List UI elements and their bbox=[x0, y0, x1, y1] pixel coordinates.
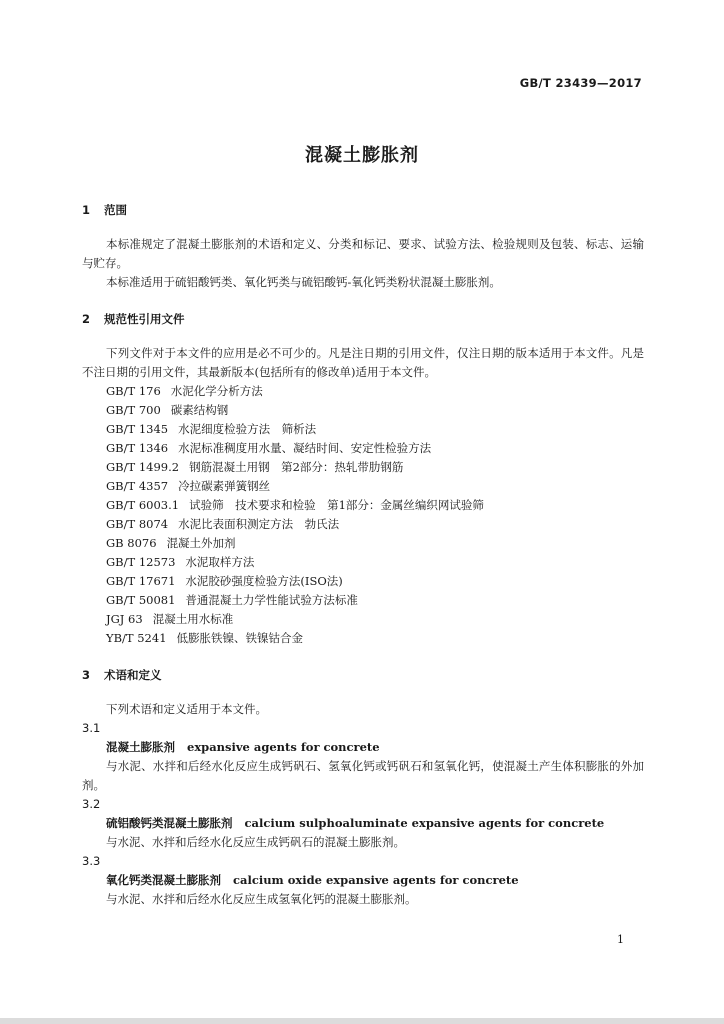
section-1-paragraph: 本标准规定了混凝土膨胀剂的术语和定义、分类和标记、要求、试验方法、检验规则及包装、标志、运输与贮存。 bbox=[82, 237, 644, 270]
standard-id: GB/T 23439—2017 bbox=[519, 76, 642, 90]
term-entry bbox=[82, 852, 644, 909]
section-1-number: 1 bbox=[82, 203, 91, 217]
reference-code: YB/T 5241 bbox=[106, 631, 167, 645]
term-number: 3.2 bbox=[82, 797, 101, 811]
reference-code: GB/T 700 bbox=[106, 403, 161, 417]
reference-code: GB/T 12573 bbox=[106, 555, 176, 569]
reference-title: 碳素结构钢 bbox=[170, 403, 229, 417]
reference-list bbox=[82, 382, 644, 648]
reference-code: GB/T 50081 bbox=[106, 593, 176, 607]
reference-code: GB/T 4357 bbox=[106, 479, 169, 493]
term-heading bbox=[82, 871, 644, 890]
term-english: expansive agents for concrete bbox=[187, 740, 380, 754]
term-number: 3.1 bbox=[82, 721, 101, 735]
section-3-title: 术语和定义 bbox=[104, 668, 162, 682]
term-chinese: 硫铝酸钙类混凝土膨胀剂 bbox=[106, 816, 233, 830]
term-chinese: 混凝土膨胀剂 bbox=[106, 740, 175, 754]
reference-item bbox=[82, 496, 644, 515]
term-heading bbox=[82, 738, 644, 757]
reference-title: 低膨胀铁镍、铁镍钴合金 bbox=[176, 631, 304, 645]
section-3-heading bbox=[82, 666, 644, 684]
section-3-intro: 下列术语和定义适用于本文件。 bbox=[106, 702, 267, 716]
term-english: calcium oxide expansive agents for concrete bbox=[233, 873, 519, 887]
reference-title: 水泥比表面积测定方法 勃氏法 bbox=[178, 517, 340, 531]
reference-title: 水泥化学分析方法 bbox=[170, 384, 263, 398]
term-entry bbox=[82, 719, 644, 795]
document-body bbox=[82, 201, 644, 909]
section-1-paragraph: 本标准适用于硫铝酸钙类、氧化钙类与硫铝酸钙-氧化钙类粉状混凝土膨胀剂。 bbox=[106, 275, 501, 289]
reference-item bbox=[82, 572, 644, 591]
reference-title: 冷拉碳素弹簧钢丝 bbox=[178, 479, 271, 493]
reference-item bbox=[82, 553, 644, 572]
reference-title: 钢筋混凝土用钢 第2部分：热轧带肋钢筋 bbox=[189, 460, 404, 474]
page-bottom-edge bbox=[0, 1018, 724, 1024]
reference-item bbox=[82, 515, 644, 534]
section-2-heading bbox=[82, 310, 644, 328]
page-number: 1 bbox=[617, 933, 624, 946]
reference-item bbox=[82, 458, 644, 477]
reference-title: 试验筛 技术要求和检验 第1部分：金属丝编织网试验筛 bbox=[189, 498, 484, 512]
section-3-number: 3 bbox=[82, 668, 91, 682]
reference-title: 水泥胶砂强度检验方法(ISO法) bbox=[185, 574, 343, 588]
reference-title: 水泥取样方法 bbox=[185, 555, 255, 569]
term-number: 3.3 bbox=[82, 854, 101, 868]
reference-item bbox=[82, 382, 644, 401]
reference-title: 普通混凝土力学性能试验方法标准 bbox=[185, 593, 358, 607]
reference-code: GB/T 176 bbox=[106, 384, 161, 398]
reference-item bbox=[82, 420, 644, 439]
section-1-title: 范围 bbox=[104, 203, 127, 217]
reference-item bbox=[82, 401, 644, 420]
reference-item bbox=[82, 439, 644, 458]
reference-code: GB 8076 bbox=[106, 536, 157, 550]
term-definition: 与水泥、水拌和后经水化反应生成钙矾石的混凝土膨胀剂。 bbox=[106, 835, 405, 849]
reference-code: GB/T 1346 bbox=[106, 441, 169, 455]
reference-code: GB/T 1345 bbox=[106, 422, 169, 436]
reference-item bbox=[82, 534, 644, 553]
reference-item bbox=[82, 610, 644, 629]
section-2-intro: 下列文件对于本文件的应用是必不可少的。凡是注日期的引用文件，仅注日期的版本适用于本文件。凡是不注日期的引用文件，其最新版本(包括所有的修改单)适用于本文件。 bbox=[82, 346, 644, 379]
term-heading bbox=[82, 814, 644, 833]
document-title: 混凝土膨胀剂 bbox=[305, 145, 419, 166]
reference-title: 水泥标准稠度用水量、凝结时间、安定性检验方法 bbox=[178, 441, 432, 455]
term-definition: 与水泥、水拌和后经水化反应生成钙矾石、氢氧化钙或钙矾石和氢氧化钙，使混凝土产生体积膨胀的外加剂。 bbox=[82, 759, 644, 792]
section-2-number: 2 bbox=[82, 312, 91, 326]
reference-code: GB/T 6003.1 bbox=[106, 498, 180, 512]
reference-code: GB/T 8074 bbox=[106, 517, 169, 531]
reference-code: JGJ 63 bbox=[106, 612, 143, 626]
reference-title: 混凝土外加剂 bbox=[166, 536, 236, 550]
term-english: calcium sulphoaluminate expansive agents for concrete bbox=[244, 816, 605, 830]
reference-title: 水泥细度检验方法 筛析法 bbox=[178, 422, 317, 436]
section-1-heading bbox=[82, 201, 644, 219]
reference-item bbox=[82, 629, 644, 648]
reference-code: GB/T 17671 bbox=[106, 574, 176, 588]
reference-code: GB/T 1499.2 bbox=[106, 460, 180, 474]
reference-item bbox=[82, 591, 644, 610]
term-definition: 与水泥、水拌和后经水化反应生成氢氧化钙的混凝土膨胀剂。 bbox=[106, 892, 417, 906]
reference-item bbox=[82, 477, 644, 496]
reference-title: 混凝土用水标准 bbox=[152, 612, 234, 626]
term-chinese: 氧化钙类混凝土膨胀剂 bbox=[106, 873, 221, 887]
section-2-title: 规范性引用文件 bbox=[104, 312, 185, 326]
term-entry bbox=[82, 795, 644, 852]
